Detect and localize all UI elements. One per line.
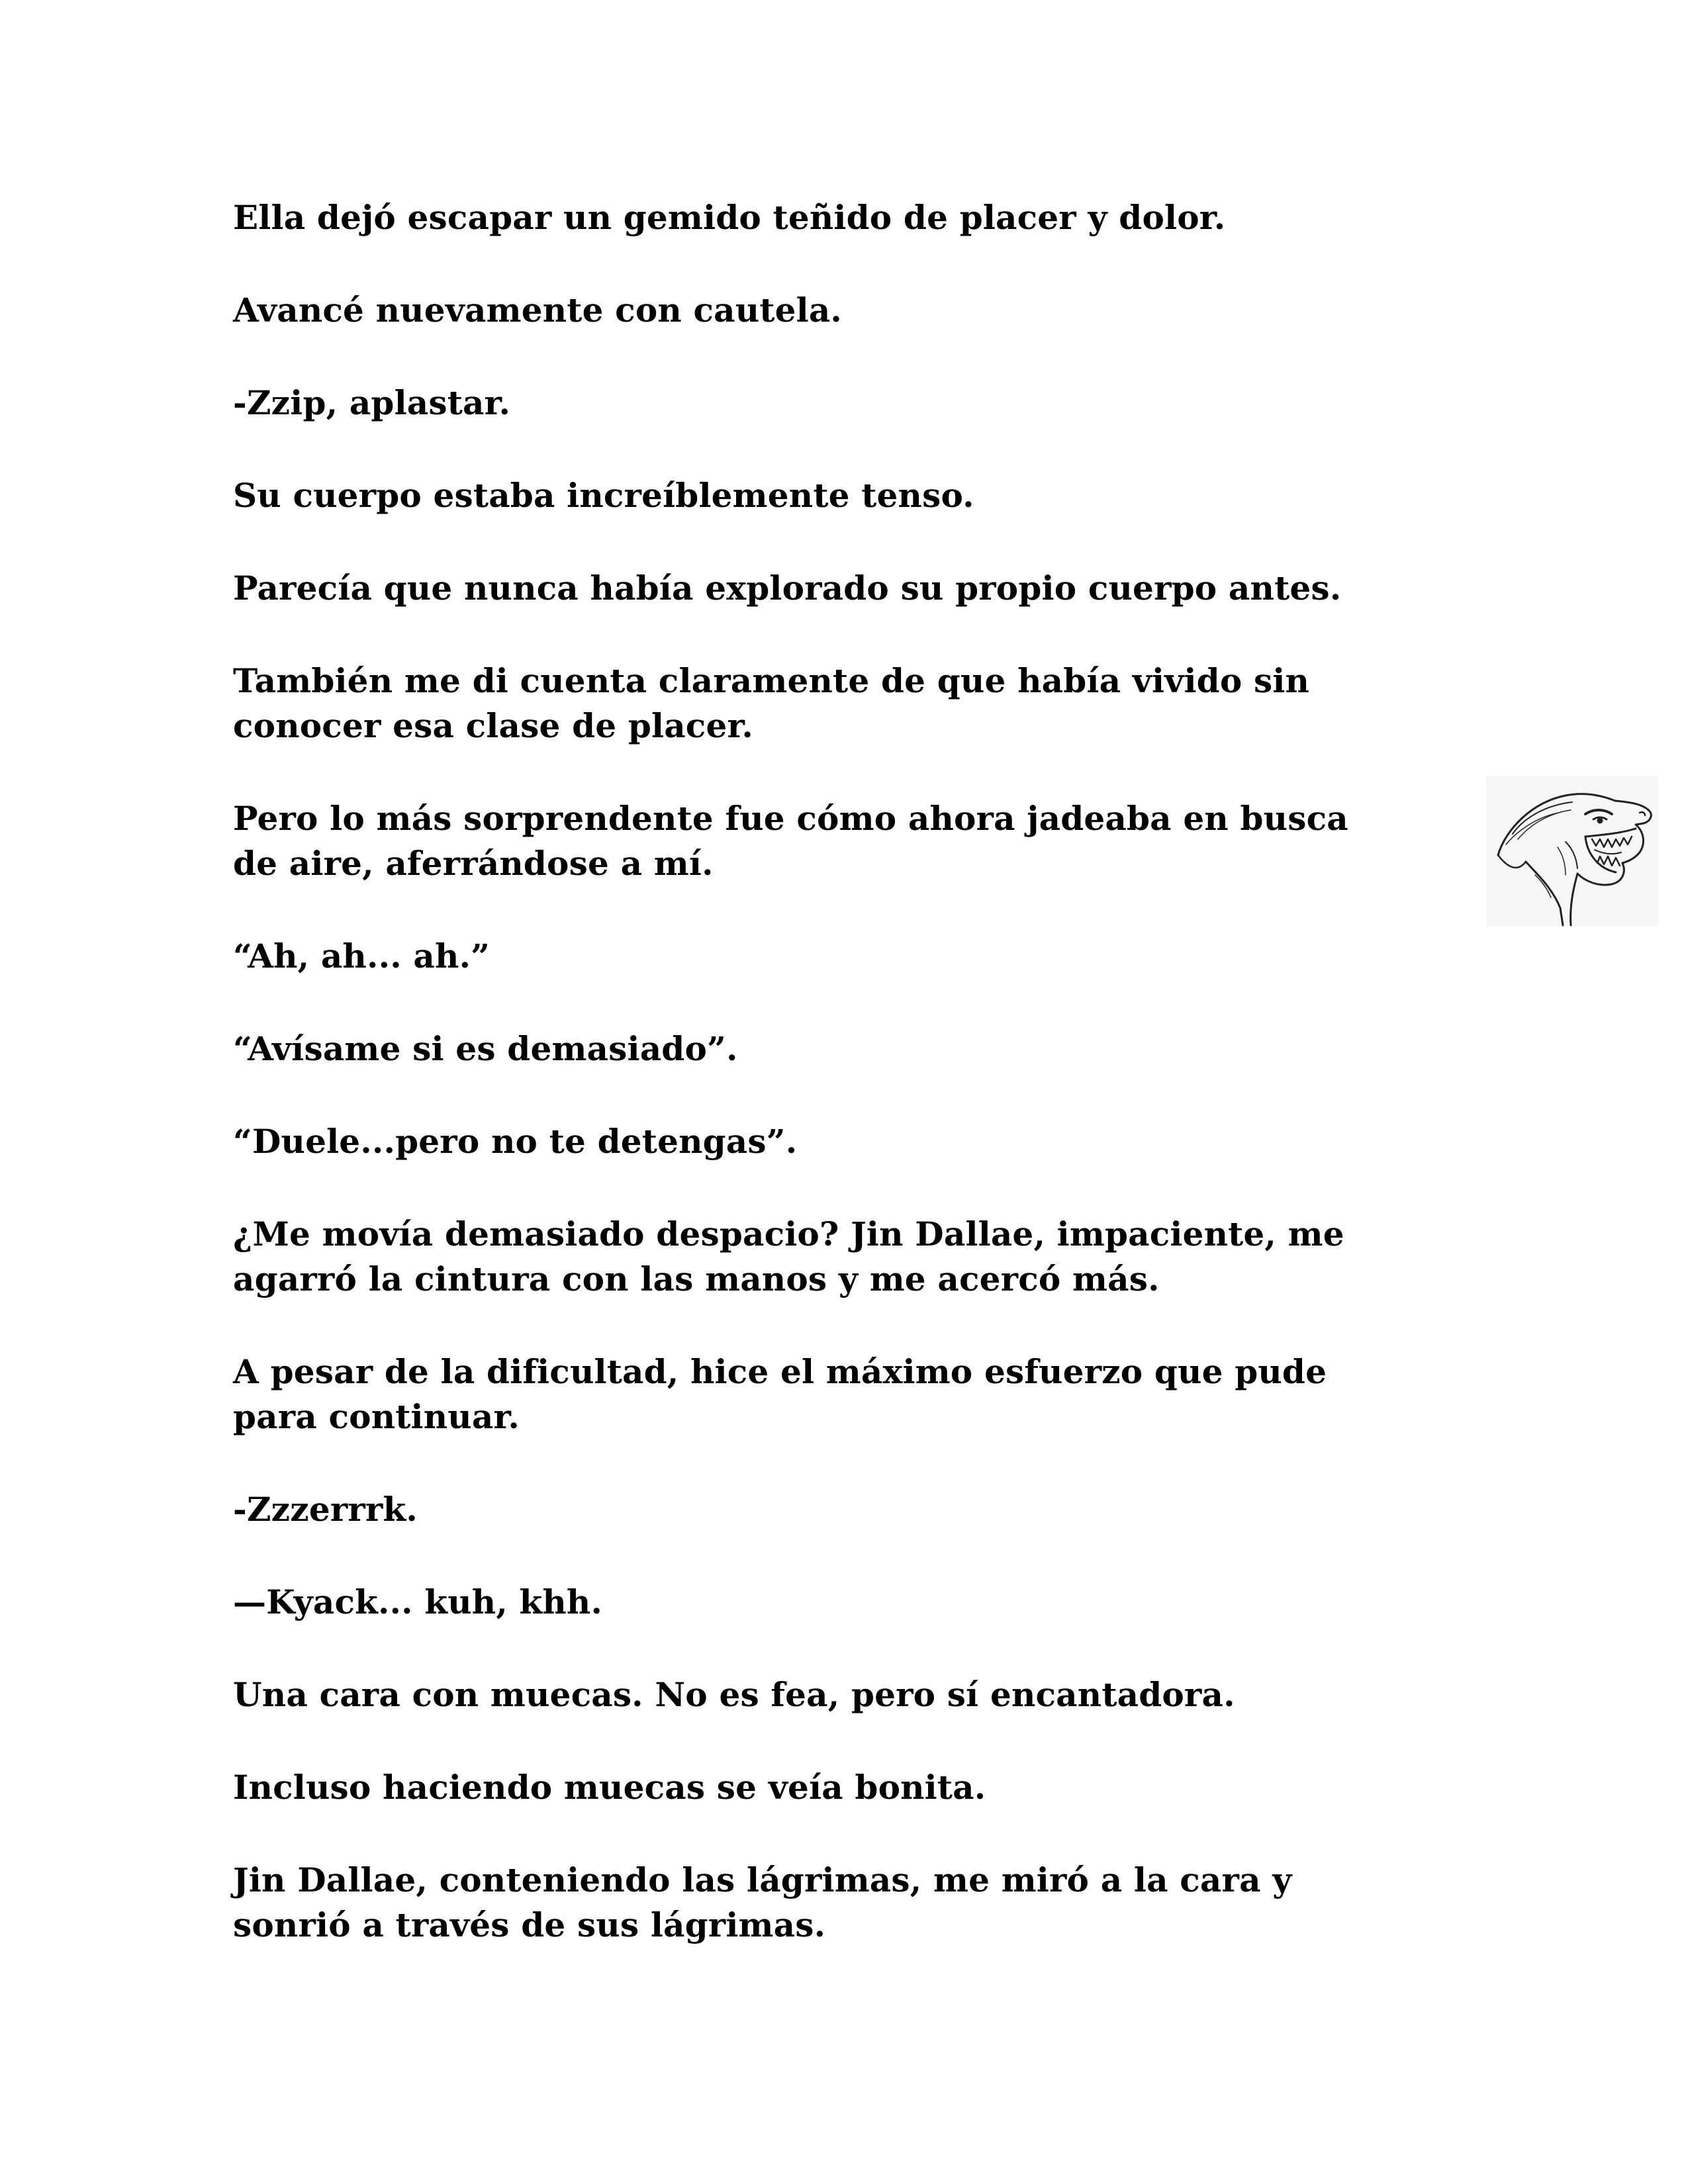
paragraph-3: -Zzip, aplastar. [233,383,511,422]
paragraph-1: Ella dejó escapar un gemido teñido de placer y dolor. [233,198,1226,237]
dinosaur-head-icon [1486,776,1658,927]
paragraph-9: “Avísame si es demasiado”. [233,1029,738,1068]
paragraph-15: Una cara con muecas. No es fea, pero sí encantadora. [233,1675,1235,1714]
text-column [233,195,1464,1948]
paragraph-13: -Zzzerrrk. [233,1490,418,1529]
paragraph-11: ¿Me movía demasiado despacio? Jin Dallae, impaciente, me agarró la cintura con las manos y me acercó más. [233,1214,1344,1298]
paragraph-2: Avancé nuevamente con cautela. [233,291,843,330]
paragraph-10: “Duele...pero no te detengas”. [233,1122,798,1161]
paragraph-12: A pesar de la dificultad, hice el máximo esfuerzo que pude para continuar. [233,1352,1327,1436]
paragraph-4: Su cuerpo estaba increíblemente tenso. [233,476,974,515]
paragraph-7: Pero lo más sorprendente fue cómo ahora jadeaba en busca de aire, aferrándose a mí. [233,799,1348,883]
paragraph-8: “Ah, ah... ah.” [233,936,491,976]
paragraph-6: También me di cuenta claramente de que había vivido sin conocer esa clase de placer. [233,661,1310,745]
paragraph-16: Incluso haciendo muecas se veía bonita. [233,1768,986,1807]
paragraph-17: Jin Dallae, conteniendo las lágrimas, me miró a la cara y sonrió a través de sus lágrimas. [233,1860,1292,1944]
paragraph-14: —Kyack... kuh, khh. [233,1582,603,1621]
paragraph-5: Parecía que nunca había explorado su propio cuerpo antes. [233,569,1342,608]
